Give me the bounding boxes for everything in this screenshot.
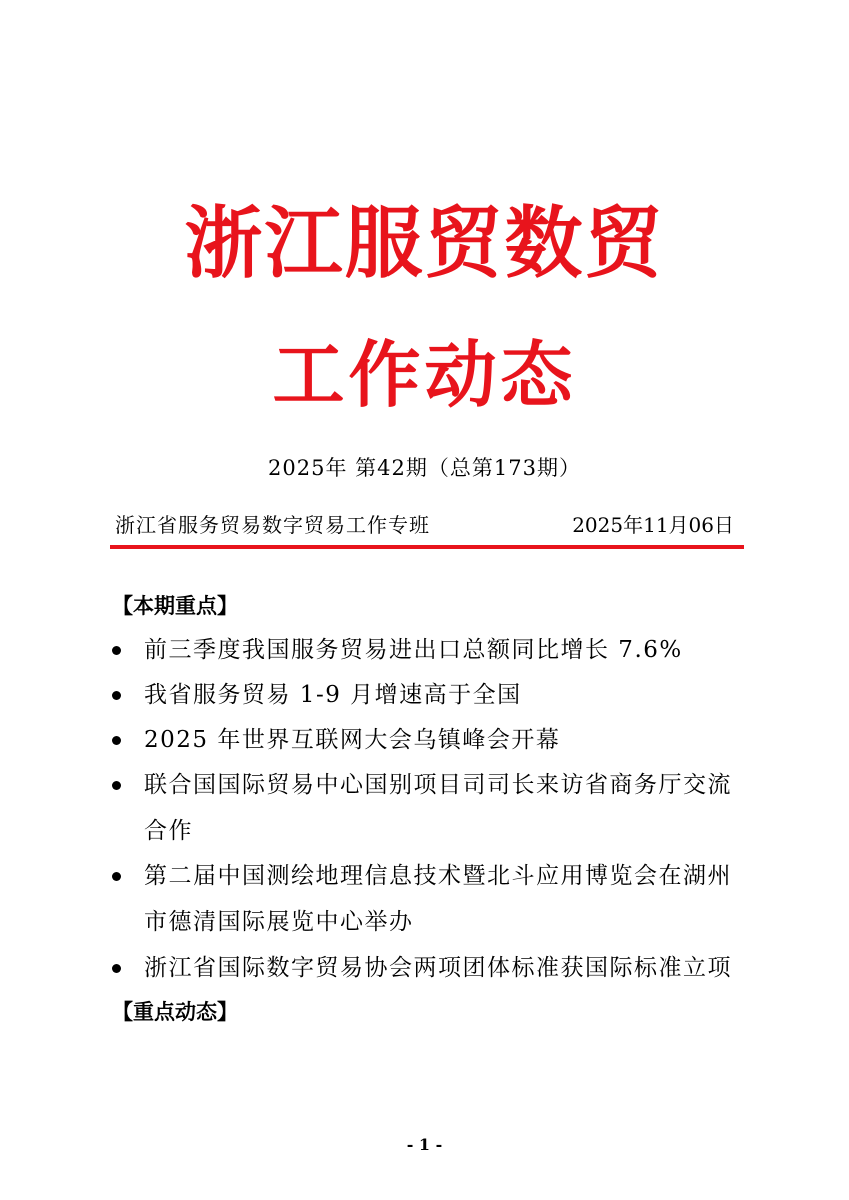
- masthead-title-line-1: 浙江服贸数贸: [184, 199, 665, 289]
- highlight-item: [112, 762, 752, 854]
- highlight-item: [112, 853, 752, 945]
- key-news-heading: 【重点动态】: [112, 1000, 238, 1024]
- highlight-item-text: 2025 年世界互联网大会乌镇峰会开幕: [144, 727, 561, 753]
- highlight-item: [112, 672, 752, 718]
- highlight-item-text: 我省服务贸易 1-9 月增速高于全国: [144, 682, 522, 708]
- issue-number: 2025年 第42期（总第173期）: [268, 456, 581, 480]
- issuing-organization: 浙江省服务贸易数字贸易工作专班: [115, 513, 430, 537]
- highlight-item: [112, 717, 752, 763]
- red-divider-line: [110, 545, 744, 549]
- bullet-icon: [112, 872, 121, 881]
- bullet-icon: [112, 691, 121, 700]
- page-number: - 1 -: [406, 1135, 443, 1154]
- highlight-item-text: 第二届中国测绘地理信息技术暨北斗应用博览会在湖州市德清国际展览中心举办: [144, 863, 732, 935]
- bullet-icon: [112, 781, 121, 790]
- highlights-heading: 【本期重点】: [112, 594, 238, 618]
- highlight-item-text: 浙江省国际数字贸易协会两项团体标准获国际标准立项: [144, 955, 732, 981]
- bullet-icon: [112, 964, 121, 973]
- highlight-item: [112, 945, 752, 991]
- bullet-icon: [112, 646, 121, 655]
- highlight-item-text: 联合国国际贸易中心国别项目司司长来访省商务厅交流合作: [144, 772, 732, 844]
- highlight-item-text: 前三季度我国服务贸易进出口总额同比增长 7.6%: [144, 637, 683, 663]
- masthead-title-line-2: 工作动态: [272, 333, 577, 417]
- bullet-icon: [112, 736, 121, 745]
- highlight-item: [112, 627, 752, 673]
- issue-date: 2025年11月06日: [572, 513, 734, 537]
